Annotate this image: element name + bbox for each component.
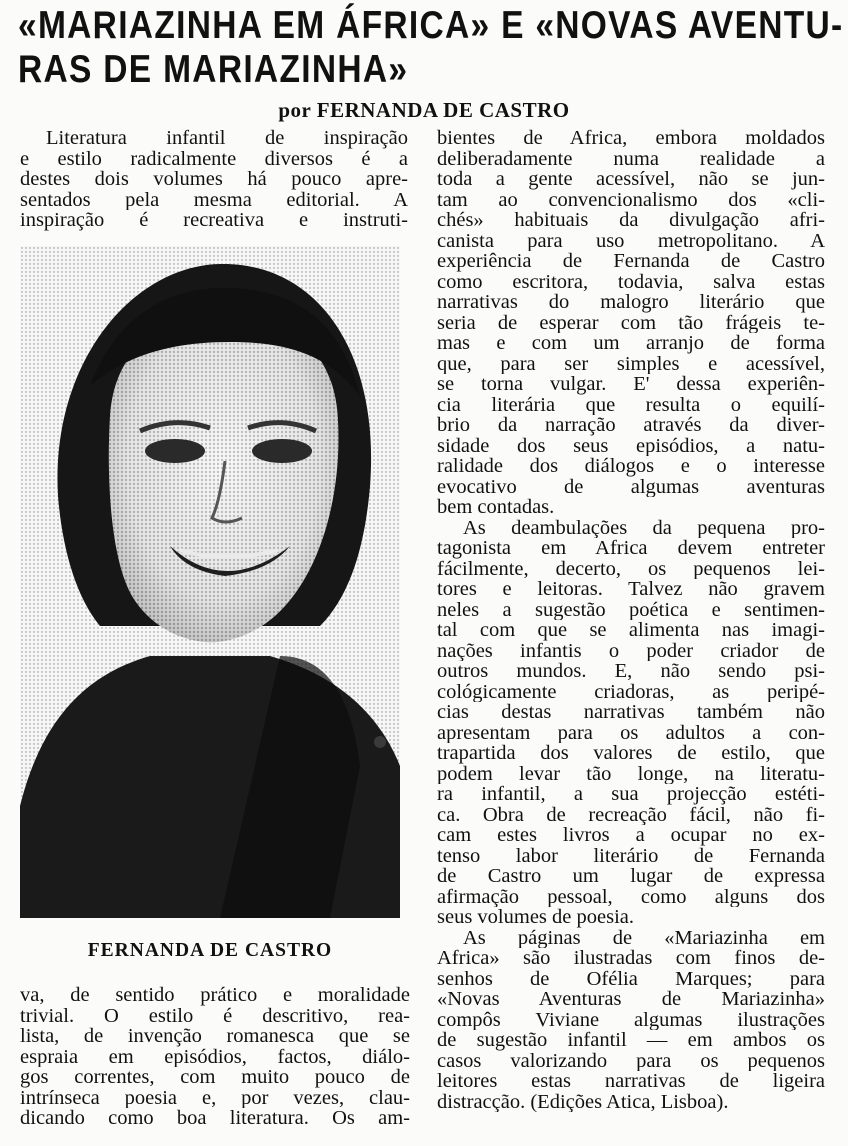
text-line: trapartida dos valores de estilo, que xyxy=(437,743,825,764)
text-line: experiência de Fernanda de Castro xyxy=(437,251,825,272)
text-line: cia literária que resulta o equilí- xyxy=(437,394,825,415)
text-line: Africa» são ilustradas com finos de- xyxy=(437,948,825,969)
text-line: seus volumes de poesia. xyxy=(437,907,634,928)
text-line: como escritora, todavia, salva estas xyxy=(437,271,825,292)
text-line: tam ao convencionalismo dos «cli- xyxy=(437,189,825,210)
photo-caption: FERNANDA DE CASTRO xyxy=(87,940,333,961)
text-line: tagonista em Africa devem entreter xyxy=(437,538,825,559)
article-headline xyxy=(18,4,844,92)
text-line: tal com que se alimenta nas imagi- xyxy=(437,620,825,641)
headline-line: RAS DE MARIAZINHA» xyxy=(18,48,409,91)
text-line: mas e com um arranjo de forma xyxy=(437,333,825,354)
text-line: bem contadas. xyxy=(437,497,555,518)
text-line: destes dois volumes há pouco apre- xyxy=(20,169,408,190)
portrait-image xyxy=(20,246,400,918)
text-line: chés» habituais da divulgação afri- xyxy=(437,210,825,231)
text-line: fácilmente, decerto, os pequenos lei- xyxy=(437,558,825,579)
text-line: outros mundos. E, não sendo psi- xyxy=(437,661,825,682)
text-line: canista para uso metropolitano. A xyxy=(437,230,825,251)
text-line: que, para ser simples e acessível, xyxy=(437,353,825,374)
text-line: ra infantil, a sua projecção estéti- xyxy=(437,784,825,805)
text-line: ralidade dos diálogos e o interesse xyxy=(437,456,825,477)
right-column-text xyxy=(437,128,825,1112)
text-line: toda a gente acessível, não se jun- xyxy=(437,169,825,190)
text-line: brio da narração através da diver- xyxy=(437,415,825,436)
headline-line: «MARIAZINHA EM ÁFRICA» E «NOVAS AVENTU- xyxy=(18,4,844,47)
author-portrait-photo xyxy=(20,246,400,918)
text-line: gos correntes, com muito pouco de xyxy=(20,1067,410,1088)
text-line: se torna vulgar. E' dessa experiên- xyxy=(437,374,825,395)
text-line: sidade dos seus episódios, a natu- xyxy=(437,435,825,456)
text-line: cias destas narrativas também não xyxy=(437,702,825,723)
text-line: dicando como boa literatura. Os am- xyxy=(20,1108,410,1129)
text-line: casos valorizando para os pequenos xyxy=(437,1050,825,1071)
text-line: va, de sentido prático e moralidade xyxy=(20,985,410,1006)
text-line: nações infantis o poder criador de xyxy=(437,640,825,661)
text-line: apresentam para os adultos a con- xyxy=(437,722,825,743)
text-line: leitores estas narrativas de ligeira xyxy=(437,1071,825,1092)
text-line: tenso labor literário de Fernanda xyxy=(437,845,825,866)
text-line: inspiração é recreativa e instruti- xyxy=(20,210,408,231)
text-line: compôs Viviane algumas ilustrações xyxy=(437,1009,825,1030)
text-line: seria de esperar com tão frágeis te- xyxy=(437,312,825,333)
text-line: podem levar tão longe, na literatu- xyxy=(437,763,825,784)
text-line: As páginas de «Mariazinha em xyxy=(463,927,825,948)
text-line: espraia em episódios, factos, diálo- xyxy=(20,1046,410,1067)
text-line: bientes de Africa, embora moldados xyxy=(437,128,825,149)
text-line: Literatura infantil de inspiração xyxy=(46,128,408,149)
text-line: deliberadamente numa realidade a xyxy=(437,148,825,169)
text-line: evocativo de algumas aventuras xyxy=(437,476,825,497)
text-line: tores e leitoras. Talvez não gravem xyxy=(437,579,825,600)
text-line: cológicamente criadoras, as peripé- xyxy=(437,681,825,702)
text-line: de sugestão infantil — em ambos os xyxy=(437,1030,825,1051)
text-line: cam estes livros a ocupar no ex- xyxy=(437,825,825,846)
text-line: de Castro um lugar de expressa xyxy=(437,866,825,887)
text-line: «Novas Aventuras de Mariazinha» xyxy=(437,989,825,1010)
text-line: sentados pela mesma editorial. A xyxy=(20,189,408,210)
text-line: afirmação pessoal, como alguns dos xyxy=(437,886,825,907)
text-line: trivial. O estilo é descritivo, rea- xyxy=(20,1005,410,1026)
text-line: neles a sugestão poética e sentimen- xyxy=(437,599,825,620)
text-line: narrativas do malogro literário que xyxy=(437,292,825,313)
byline: por FERNANDA DE CASTRO xyxy=(278,98,570,122)
left-column-bottom-text xyxy=(20,985,410,1129)
text-line: As deambulações da pequena pro- xyxy=(463,517,825,538)
text-line: senhos de Ofélia Marques; para xyxy=(437,968,825,989)
text-line: distracção. (Edições Atica, Lisboa). xyxy=(437,1091,729,1112)
left-column-top-text xyxy=(20,128,408,231)
text-line: intrínseca poesia e, por vezes, clau- xyxy=(20,1087,410,1108)
text-line: ca. Obra de recreação fácil, não fi- xyxy=(437,804,825,825)
text-line: lista, de invenção romanesca que se xyxy=(20,1026,410,1047)
text-line: e estilo radicalmente diversos é a xyxy=(20,148,408,169)
